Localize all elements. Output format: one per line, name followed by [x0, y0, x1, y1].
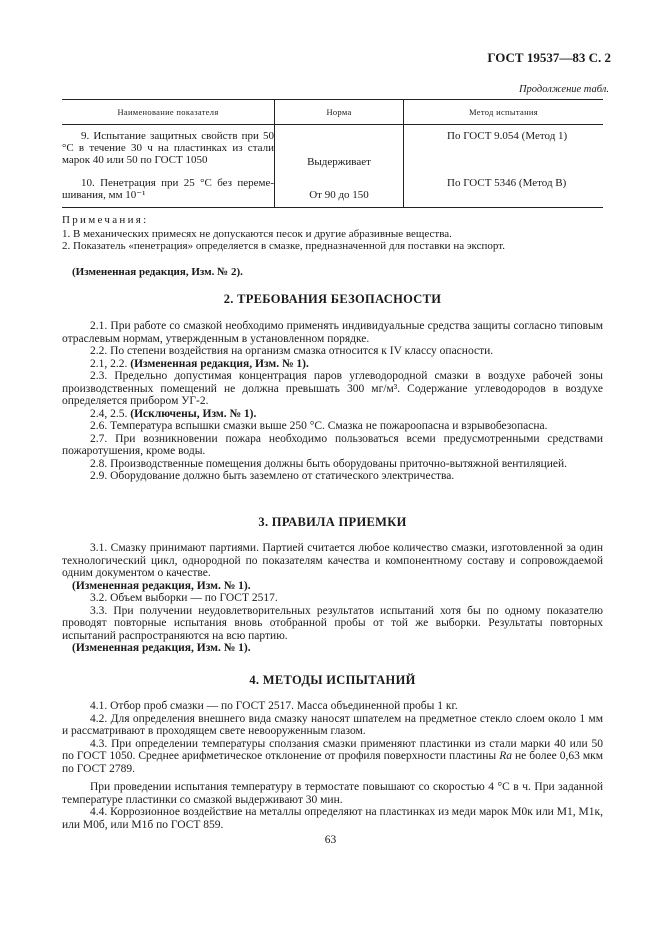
- row-norm-cell: [275, 125, 404, 178]
- notes-title: Примечания:: [62, 214, 149, 226]
- section-2-body: [62, 320, 603, 483]
- section-4-body: [62, 700, 603, 831]
- paragraph-text: 4.3. При определении температуры сползания смазки применяют пластинки из стали марки 40 или 50 по ГОСТ 1050. Среднее арифметическое отклонение от профиля поверхности пластины: [62, 737, 603, 762]
- paragraph: 4.1. Отбор проб смазки — по ГОСТ 2517. Масса объединенной пробы 1 кг.: [90, 700, 458, 712]
- section-4-title: 4. МЕТОДЫ ИСПЫТАНИЙ: [249, 673, 416, 687]
- row-name-cell: [62, 125, 275, 178]
- paragraph: При проведении испытания температуру в термостате повышают со скоростью 4 °С в ч. При заданной температуре пластинки со смазкой выдерживают 30 мин.: [62, 781, 603, 806]
- paragraph: 2.3. Предельно допустимая концентрация паров углеводородной смазки в воздухе рабочей зоны производственных помещений не должна превышать 300 мг/м³. Содержание углеводородов в воздухе определяется прибором УГ-2.: [62, 370, 603, 407]
- amendment-note: (Исключены, Изм. № 1).: [130, 407, 257, 420]
- section-2-title: 2. ТРЕБОВАНИЯ БЕЗОПАСНОСТИ: [223, 292, 442, 306]
- table-row: [62, 177, 603, 208]
- paragraph-prefix: 2.1, 2.2.: [90, 357, 131, 370]
- table-notes: [62, 214, 603, 252]
- paragraph: 4.4. Коррозионное воздействие на металлы определяют на пластинках из меди марок М0к или М1, М1к, или М0б, или М1б по ГОСТ 859.: [62, 806, 603, 831]
- row-name-cell: [62, 177, 275, 208]
- paragraph: 2.9. Оборудование должно быть заземлено от статического электричества.: [90, 470, 455, 482]
- amendment-note: (Измененная редакция, Изм. № 1).: [130, 357, 309, 370]
- amendment-note: (Измененная редакция, Изм. № 1).: [72, 579, 251, 592]
- row-method: По ГОСТ 5346 (Метод В): [404, 177, 604, 208]
- row-method: По ГОСТ 9.054 (Метод 1): [404, 125, 604, 178]
- table-row: [62, 125, 603, 178]
- paragraph-text: не более 0,63 мкм по ГОСТ 2789.: [62, 750, 603, 775]
- column-header-name: Наименование показателя: [62, 100, 275, 125]
- column-header-norm: Норма: [275, 100, 404, 125]
- paragraph: 2.2. По степени воздействия на организм смазка относится к IV классу опасности.: [90, 345, 494, 357]
- paragraph: 2.6. Температура вспышки смазки выше 250 °С. Смазка не пожароопасна и взрывобезопасна.: [90, 420, 548, 432]
- ra-symbol: Ra: [499, 750, 512, 762]
- paragraph: 4.2. Для определения внешнего вида смазку наносят шпателем на предметное стекло слоем около 1 мм и рассматривают в проходящем свете невооруженным глазом.: [62, 712, 603, 737]
- page-number: 63: [324, 834, 337, 846]
- amendment-note: (Измененная редакция, Изм. № 2).: [72, 266, 243, 278]
- paragraph: [62, 408, 603, 421]
- row-norm: Выдерживает: [307, 156, 371, 168]
- section-3-title: 3. ПРАВИЛА ПРИЕМКИ: [258, 515, 407, 529]
- section-3-body: [62, 542, 603, 655]
- document-header: ГОСТ 19537—83 С. 2: [487, 50, 611, 65]
- row-norm-cell: [275, 177, 404, 208]
- paragraph: 3.2. Объем выборки — по ГОСТ 2517.: [90, 592, 278, 604]
- paragraph: [62, 738, 603, 776]
- row-norm: От 90 до 150: [309, 189, 369, 201]
- table-header-row: [62, 100, 603, 125]
- paragraph: 2.7. При возникновении пожара необходимо пользоваться всеми предусмотренными средствами пожаротушения, кроме воды.: [62, 432, 603, 457]
- note-item: 2. Показатель «пенетрация» определяется в смазке, предназначенной для поставки на экспорт.: [62, 240, 505, 252]
- column-header-method: Метод испытания: [404, 100, 604, 125]
- paragraph: 3.3. При получении неудовлетворительных результатов испытаний хотя бы по одному показателю проводят повторные испытания вновь отобранной пробы от той же выборки. Результаты повторных испытаний распространяются на всю партию.: [62, 604, 603, 642]
- row-name: 9. Испытание защитных свойств при 50 °С в течение 30 ч на пластинках из стали марок 40 или 50 по ГОСТ 1050: [62, 130, 274, 166]
- row-name: 10. Пенетрация при 25 °С без переме-шивания, мм 10⁻¹: [62, 177, 274, 201]
- paragraph: [62, 358, 603, 371]
- paragraph: 2.1. При работе со смазкой необходимо применять индивидуальные средства защиты согласно типовым отраслевым нормам, утвержденным в установленном порядке.: [62, 320, 603, 345]
- note-item: 1. В механических примесях не допускаются песок и другие абразивные вещества.: [62, 228, 452, 240]
- spec-table: [62, 99, 603, 208]
- amendment-note: (Измененная редакция, Изм. № 1).: [72, 642, 251, 654]
- paragraph: 2.8. Производственные помещения должны быть оборудованы приточно-вытяжной вентиляцией.: [90, 457, 568, 470]
- table-continuation-label: Продолжение табл.: [518, 84, 609, 95]
- paragraph: 3.1. Смазку принимают партиями. Партией считается любое количество смазки, изготовленной за один технологический цикл, однородной по показателям качества и компонентному составу и сопровождаемой одним документом о качестве.: [62, 542, 603, 579]
- paragraph-prefix: 2.4, 2.5.: [90, 407, 131, 420]
